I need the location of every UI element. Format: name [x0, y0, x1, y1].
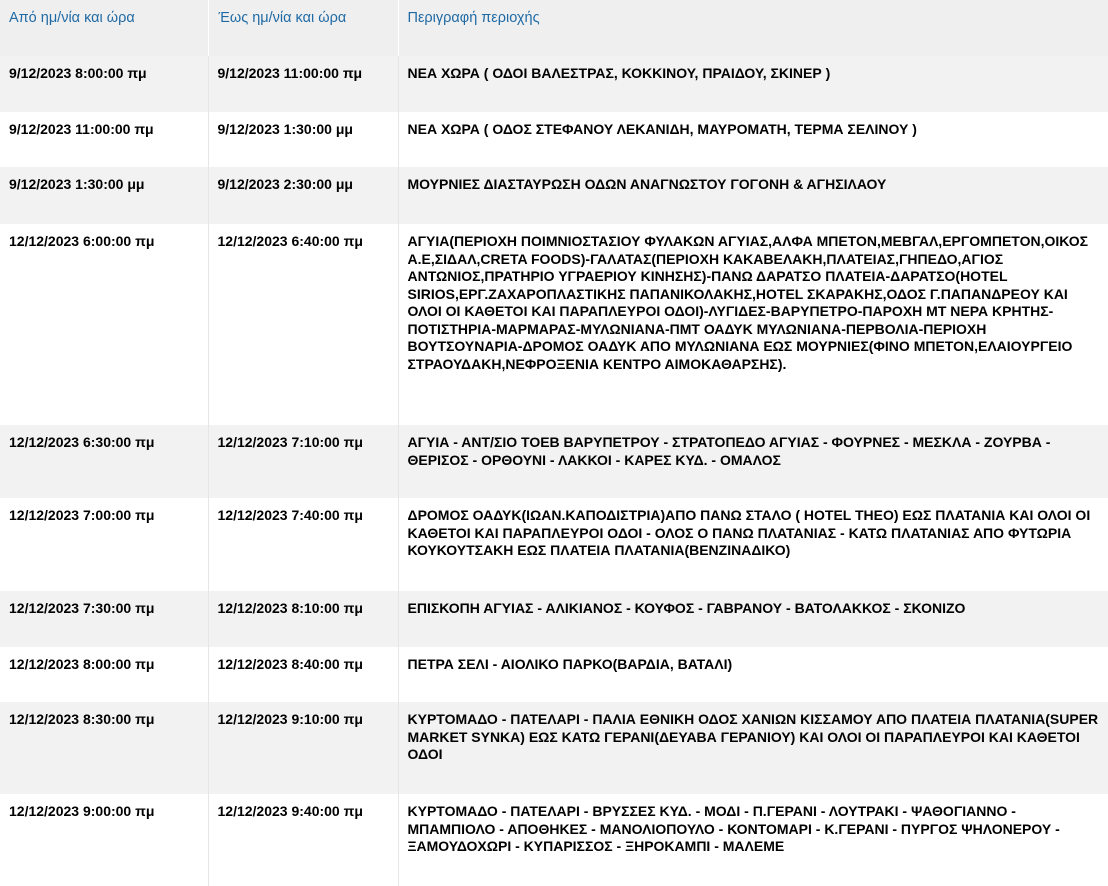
header-row	[0, 0, 1108, 56]
table-header	[0, 0, 1108, 56]
cell-from: 12/12/2023 6:30:00 πμ	[0, 425, 208, 498]
cell-to: 12/12/2023 9:10:00 πμ	[208, 702, 398, 794]
cell-from: 9/12/2023 11:00:00 πμ	[0, 112, 208, 167]
cell-to: 12/12/2023 8:10:00 πμ	[208, 591, 398, 647]
table-row	[0, 112, 1108, 167]
cell-area: ΠΕΤΡΑ ΣΕΛΙ - ΑΙΟΛΙΚΟ ΠΑΡΚΟ(ΒΑΡΔΙΑ, ΒΑΤΑΛΙ)	[398, 647, 1108, 702]
cell-to: 12/12/2023 9:40:00 πμ	[208, 794, 398, 886]
cell-area: ΑΓΥΙΑ(ΠΕΡΙΟΧΗ ΠΟΙΜΝΙΟΣΤΑΣΙΟΥ ΦΥΛΑΚΩΝ ΑΓΥΙΑΣ,ΑΛΦΑ ΜΠΕΤΟΝ,ΜΕΒΓΑΛ,ΕΡΓΟΜΠΕΤΟΝ,ΟΙΚΟΣ Α.Ε,ΣΙΔΑΛ,CRETA FOODS)-ΓΑΛΑΤΑΣ(ΠΕΡΙΟΧΗ ΚΑΚΑΒΕΛΑΚΗ,ΠΛΑΤΕΙΑΣ,ΓΗΠΕΔΟ,ΑΓΙΟΣ ΑΝΤΩΝΙΟΣ,ΠΡΑΤΗΡΙΟ ΥΓΡΑΕΡΙΟΥ ΚΙΝΗΣΗΣ)-ΠΑΝΩ ΔΑΡΑΤΣΟ ΠΛΑΤΕΙΑ-ΔΑΡΑΤΣΟ(HOTEL SIRIOS,ΕΡΓ.ΖΑΧΑΡΟΠΛΑΣΤΙΚΗΣ ΠΑΠΑΝΙΚΟΛΑΚΗΣ,HOTEL ΣΚΑΡΑΚΗΣ,ΟΔΟΣ Γ.ΠΑΠΑΝΔΡΕΟΥ ΚΑΙ ΟΛΟΙ ΟΙ ΚΑΘΕΤΟΙ ΚΑΙ ΠΑΡΑΠΛΕΥΡΟΙ ΟΔΟΙ)-ΛΥΓΙΔΕΣ-ΒΑΡΥΠΕΤΡΟ-ΠΑΡΟΧΗ ΜΤ ΝΕΡΑ ΚΡΗΤΗΣ-ΠΟΤΙΣΤΗΡΙΑ-ΜΑΡΜΑΡΑΣ-ΜΥΛΩΝΙΑΝΑ-ΠΜΤ ΟΑΔΥΚ ΜΥΛΩΝΙΑΝΑ-ΠΕΡΒΟΛΙΑ-ΠΕΡΙΟΧΗ ΒΟΥΤΣΟΥΝΑΡΙΑ-ΔΡΟΜΟΣ ΟΑΔΥΚ ΑΠΟ ΜΥΛΩΝΙΑΝΑ ΕΩΣ ΜΟΥΡΝΙΕΣ(ΦΙΝΟ ΜΠΕΤΟΝ,ΕΛΑΙΟΥΡΓΕΙΟ ΣΤΡΑΟΥΔΑΚΗ,ΝΕΦΡΟΞΕΝΙΑ ΚΕΝΤΡΟ ΑΙΜΟΚΑΘΑΡΣΗΣ).	[398, 224, 1108, 425]
cell-to: 9/12/2023 2:30:00 μμ	[208, 167, 398, 224]
cell-to: 9/12/2023 11:00:00 πμ	[208, 56, 398, 112]
header-area-description[interactable]: Περιγραφή περιοχής	[398, 0, 1108, 56]
cell-area: ΜΟΥΡΝΙΕΣ ΔΙΑΣΤΑΥΡΩΣΗ ΟΔΩΝ ΑΝΑΓΝΩΣΤΟΥ ΓΟΓΟΝΗ & ΑΓΗΣΙΛΑΟΥ	[398, 167, 1108, 224]
table-row	[0, 794, 1108, 886]
cell-from: 12/12/2023 8:30:00 πμ	[0, 702, 208, 794]
cell-area: ΚΥΡΤΟΜΑΔΟ - ΠΑΤΕΛΑΡΙ - ΠΑΛΙΑ ΕΘΝΙΚΗ ΟΔΟΣ ΧΑΝΙΩΝ ΚΙΣΣΑΜΟΥ ΑΠΟ ΠΛΑΤΕΙΑ ΠΛΑΤΑΝΙΑ(SUPER MARKET SYNKA) ΕΩΣ ΚΑΤΩ ΓΕΡΑΝΙ(ΔΕΥΑΒΑ ΓΕΡΑΝΙΟΥ) ΚΑΙ ΟΛΟΙ ΟΙ ΠΑΡΑΠΛΕΥΡΟΙ ΚΑΙ ΚΑΘΕΤΟΙ ΟΔΟΙ	[398, 702, 1108, 794]
cell-area: ΝΕΑ ΧΩΡΑ ( ΟΔΟΣ ΣΤΕΦΑΝΟΥ ΛΕΚΑΝΙΔΗ, ΜΑΥΡΟΜΑΤΗ, ΤΕΡΜΑ ΣΕΛΙΝΟΥ )	[398, 112, 1108, 167]
header-from-datetime[interactable]: Από ημ/νία και ώρα	[0, 0, 208, 56]
cell-from: 12/12/2023 6:00:00 πμ	[0, 224, 208, 425]
table-row	[0, 56, 1108, 112]
cell-area: ΑΓΥΙΑ - ΑΝΤ/ΣΙΟ ΤΟΕΒ ΒΑΡΥΠΕΤΡΟΥ - ΣΤΡΑΤΟΠΕΔΟ ΑΓΥΙΑΣ - ΦΟΥΡΝΕΣ - ΜΕΣΚΛΑ - ΖΟΥΡΒΑ - ΘΕΡΙΣΟΣ - ΟΡΘΟΥΝΙ - ΛΑΚΚΟΙ - ΚΑΡΕΣ ΚΥΔ. - ΟΜΑΛΟΣ	[398, 425, 1108, 498]
table-row	[0, 591, 1108, 647]
cell-to: 12/12/2023 7:10:00 πμ	[208, 425, 398, 498]
table-row	[0, 425, 1108, 498]
cell-area: ΕΠΙΣΚΟΠΗ ΑΓΥΙΑΣ - ΑΛΙΚΙΑΝΟΣ - ΚΟΥΦΟΣ - ΓΑΒΡΑΝΟΥ - ΒΑΤΟΛΑΚΚΟΣ - ΣΚΟΝΙΖΟ	[398, 591, 1108, 647]
cell-area: ΝΕΑ ΧΩΡΑ ( ΟΔΟΙ ΒΑΛΕΣΤΡΑΣ, ΚΟΚΚΙΝΟΥ, ΠΡΑΙΔΟΥ, ΣΚΙΝΕΡ )	[398, 56, 1108, 112]
cell-to: 12/12/2023 7:40:00 πμ	[208, 498, 398, 591]
table-row	[0, 647, 1108, 702]
cell-area: ΔΡΟΜΟΣ ΟΑΔΥΚ(ΙΩΑΝ.ΚΑΠΟΔΙΣΤΡΙΑ)ΑΠΟ ΠΑΝΩ ΣΤΑΛΟ ( HOTEL THEO) ΕΩΣ ΠΛΑΤΑΝΙΑ ΚΑΙ ΟΛΟΙ ΟΙ ΚΑΘΕΤΟΙ ΚΑΙ ΠΑΡΑΠΛΕΥΡΟΙ ΟΔΟΙ - ΟΛΟΣ Ο ΠΑΝΩ ΠΛΑΤΑΝΙΑΣ - ΚΑΤΩ ΠΛΑΤΑΝΙΑΣ ΑΠΟ ΦΥΤΩΡΙΑ ΚΟΥΚΟΥΤΣΑΚΗ ΕΩΣ ΠΛΑΤΕΙΑ ΠΛΑΤΑΝΙΑ(ΒΕΝΖΙΝΑΔΙΚΟ)	[398, 498, 1108, 591]
cell-to: 12/12/2023 6:40:00 πμ	[208, 224, 398, 425]
header-to-datetime[interactable]: Έως ημ/νία και ώρα	[208, 0, 398, 56]
cell-from: 9/12/2023 8:00:00 πμ	[0, 56, 208, 112]
cell-from: 12/12/2023 8:00:00 πμ	[0, 647, 208, 702]
cell-from: 9/12/2023 1:30:00 μμ	[0, 167, 208, 224]
cell-area: ΚΥΡΤΟΜΑΔΟ - ΠΑΤΕΛΑΡΙ - ΒΡΥΣΣΕΣ ΚΥΔ. - ΜΟΔΙ - Π.ΓΕΡΑΝΙ - ΛΟΥΤΡΑΚΙ - ΨΑΘΟΓΙΑΝΝΟ - ΜΠΑΜΠΙΟΛΟ - ΑΠΟΘΗΚΕΣ - ΜΑΝΟΛΙΟΠΟΥΛΟ - ΚΟΝΤΟΜΑΡΙ - Κ.ΓΕΡΑΝΙ - ΠΥΡΓΟΣ ΨΗΛΟΝΕΡΟΥ - ΞΑΜΟΥΔΟΧΩΡΙ - ΚΥΠΑΡΙΣΣΟΣ - ΞΗΡΟΚΑΜΠΙ - ΜΑΛΕΜΕ	[398, 794, 1108, 886]
table-row	[0, 702, 1108, 794]
cell-to: 9/12/2023 1:30:00 μμ	[208, 112, 398, 167]
table-row	[0, 224, 1108, 425]
table-row	[0, 167, 1108, 224]
cell-from: 12/12/2023 7:00:00 πμ	[0, 498, 208, 591]
cell-to: 12/12/2023 8:40:00 πμ	[208, 647, 398, 702]
table-row	[0, 498, 1108, 591]
cell-from: 12/12/2023 7:30:00 πμ	[0, 591, 208, 647]
table-body	[0, 56, 1108, 886]
cell-from: 12/12/2023 9:00:00 πμ	[0, 794, 208, 886]
